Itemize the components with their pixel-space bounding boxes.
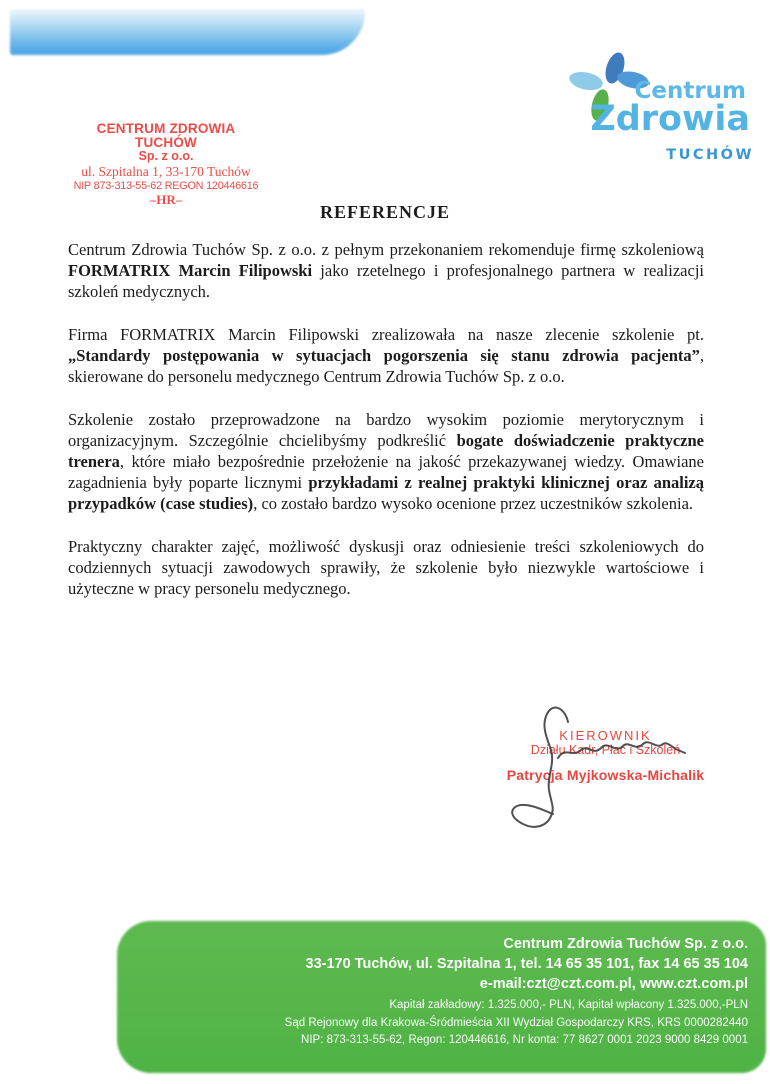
text-run: FORMATRIX Marcin Filipowski — [68, 261, 313, 280]
paragraph — [68, 239, 704, 302]
footer-line: NIP: 873-313-55-62, Regon: 120446616, Nr konta: 77 8627 0001 2023 9000 8429 0001 — [301, 1034, 748, 1046]
footer-contact-block — [285, 934, 748, 1050]
paragraph — [68, 536, 704, 599]
stamp-address: ul. Szpitalna 1, 33-170 Tuchów — [81, 163, 251, 179]
logo-word-centrum: Centrum — [634, 78, 746, 104]
signature-title: KIEROWNIK — [559, 728, 652, 743]
footer-line: 33-170 Tuchów, ul. Szpitalna 1, tel. 14 65 35 101, fax 14 65 35 104 — [305, 956, 748, 972]
text-run: Firma FORMATRIX Marcin Filipowski zrealizowała na nasze zlecenie szkolenie pt. — [68, 325, 704, 344]
text-run: „Standardy postępowania w sytuacjach pogorszenia się stanu zdrowia pacjenta” — [68, 346, 700, 365]
company-stamp — [68, 122, 264, 206]
text-run: przykładami z realnej praktyki klinicznej oraz analizą przypadków (case studies) — [68, 473, 704, 513]
footer-small-lines — [285, 997, 748, 1050]
text-run: jako rzetelnego i profesjonalnego partnera w realizacji szkoleń medycznych. — [68, 261, 704, 301]
text-run: Praktyczny charakter zajęć, możliwość dyskusji oraz odniesienie treści szkoleniowych do codziennych sytuacji zawodowych sprawiły, że szkolenie było niezwykle wartościowe i użyteczne w pracy personelu medycznego. — [68, 537, 704, 598]
logo-word-zdrowia: Zdrowia — [590, 99, 750, 139]
footer-bold-lines — [285, 934, 748, 994]
signature-name: Patrycja Myjkowska-Michalik — [506, 766, 705, 783]
stamp-company-form: Sp. z o.o. — [138, 149, 194, 163]
signature-department: Działu Kadr, Płac i Szkoleń — [530, 743, 681, 757]
stamp-nip-regon: NIP 873-313-55-62 REGON 120446616 — [73, 179, 259, 192]
logo-word-tuchow: TUCHÓW — [666, 147, 754, 163]
text-run: Szkolenie zostało przeprowadzone na bardzo wysokim poziomie merytorycznym i organizacyjnym. Szczególnie chcielibyśmy podkreślić — [68, 410, 704, 450]
text-run: , skierowane do personelu medycznego Centrum Zdrowia Tuchów Sp. z o.o. — [68, 346, 704, 386]
text-run: , które miało bezpośrednie przełożenie na jakość przekazywanej wiedzy. Omawiane zagadnienia były poparte licznymi — [68, 452, 704, 492]
stamp-hr-mark: –HR– — [149, 191, 183, 207]
document-paragraphs — [68, 239, 704, 621]
footer-line: e-mail:czt@czt.com.pl, www.czt.com.pl — [479, 976, 748, 992]
scan-blue-bar — [10, 9, 365, 55]
footer-line: Sąd Rejonowy dla Krakowa-Śródmieścia XII Wydział Gospodarczy KRS, KRS 0000282440 — [284, 1016, 748, 1029]
text-run: bogate doświadczenie praktyczne trenera — [68, 431, 704, 471]
text-run: Centrum Zdrowia Tuchów Sp. z o.o. z pełnym przekonaniem rekomenduje firmę szkoleniową — [68, 240, 704, 259]
paragraph — [68, 324, 704, 387]
handwritten-signature — [495, 698, 695, 838]
stamp-company-name: CENTRUM ZDROWIA TUCHÓW — [96, 121, 236, 150]
paragraph — [68, 409, 704, 514]
letter-title: REFERENCJE — [319, 202, 450, 222]
footer-line: Kapitał zakładowy: 1.325.000,- PLN, Kapitał wpłacony 1.325.000,-PLN — [389, 999, 748, 1011]
text-run: , co zostało bardzo wysoko ocenione przez uczestników szkolenia. — [253, 494, 694, 513]
footer-line: Centrum Zdrowia Tuchów Sp. z o.o. — [503, 936, 748, 952]
